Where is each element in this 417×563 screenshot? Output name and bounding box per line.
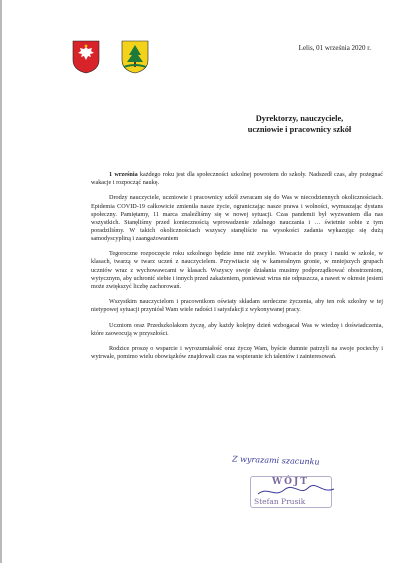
paragraph-4: Wszystkim nauczycielom i pracownikom oświaty składam serdeczne życzenia, aby ten rok szkolny w tej nietypowej sytuacji przyniósł Wam wiele radości i satysfakcji z wykonywanej pracy. [91, 298, 383, 314]
polish-eagle-crest-icon [72, 40, 100, 74]
municipality-crest-icon [121, 40, 149, 74]
letter-body [91, 171, 383, 369]
paragraph-2: Drodzy nauczyciele, uczniowie i pracownicy szkół zwracam się do Was w niecodziennych okolicznościach. Epidemia COVID-19 całkowicie zmieniła nasze życie, ograniczając nasze prawa i wolności, wymuszając dystans społeczny. Pamiętamy, 11 marca znaleźliśmy się w nowej sytuacji. Czas pandemii był wyzwaniem dla nas wszystkich. Stanęliśmy przed koniecznością wprowadzenie zdalnego nauczania i … świetnie sobie z tym poradziliśmy. W takich okolicznościach wszyscy stanęliście na wysokości zadania wykazując się dużą samodyscypliną i zaangażowaniem [91, 194, 383, 242]
paragraph-1 [91, 171, 383, 187]
paragraph-1-lead: 1 września [109, 171, 138, 178]
signature-block [231, 454, 350, 518]
paragraph-6: Rodzice proszę o wsparcie i wyrozumiałość oraz życzę Wam, byście dumnie patrzyli na swoje pociechy i wytrwale, pomimo wielu obowiązków znajdowali czas na wspieranie ich talentów i zainteresowań. [91, 345, 383, 361]
stamp-name: Stefan Prusik [254, 497, 306, 506]
paragraph-3: Tegoroczne rozpoczęcie roku szkolnego będzie inne niż zwykle. Wracacie do pracy i nauki w szkole, w klasach, twarzą w twarz uczeń z nauczycielem. Przywitacie się w kameralnym gronie, w mniejszych grupach uczniów wraz z wychowawcami w klasach. Wszyscy swoje działania musimy podporządkować obostrzeniom, wytycznym, aby uchronić siebie i innych przed zakażeniem, ponieważ wirus nie odpuszcza, a nawet w okresie jesieni może zwiększyć liczbę zachorowań. [91, 250, 383, 290]
handwritten-greeting: Z wyrazami szacunku [231, 454, 320, 467]
letter-date: Lelis, 01 września 2020 r. [298, 44, 371, 52]
paragraph-5: Uczniom oraz Przedszkolakom życzę, aby każdy kolejny dzień wzbogacał Was w wiedzę i doświadczenia, które zaowocują w przyszłości. [91, 321, 383, 337]
addressee-block [227, 113, 372, 135]
addressee-line-2: uczniowie i pracownicy szkół [247, 125, 352, 134]
addressee-line-1: Dyrektorzy, nauczyciele, [255, 114, 344, 123]
paragraph-1-rest: każdego roku jest dla społeczności szkolnej powrotem do szkoły. Nadszedł czas, aby pożegnać wakacje i rozpocząć naukę. [91, 171, 383, 187]
stamp-title: WÓJT [272, 477, 309, 487]
